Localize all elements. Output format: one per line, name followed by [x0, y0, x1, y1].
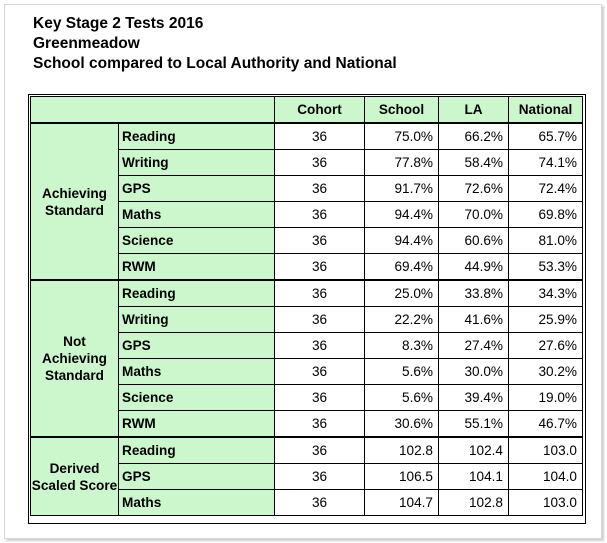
subject-label: Maths — [119, 202, 275, 228]
national-cell: 72.4% — [509, 176, 583, 202]
cohort-cell: 36 — [275, 202, 365, 228]
la-cell: 102.4 — [439, 438, 509, 464]
national-cell: 74.1% — [509, 150, 583, 176]
national-cell: 103.0 — [509, 490, 583, 516]
school-cell: 102.8 — [365, 438, 439, 464]
la-cell: 39.4% — [439, 385, 509, 411]
subject-label: Writing — [119, 150, 275, 176]
national-cell: 46.7% — [509, 411, 583, 437]
subject-label: GPS — [119, 176, 275, 202]
header-school: School — [365, 97, 439, 123]
subject-label: Science — [119, 228, 275, 254]
group-label: Not Achieving Standard — [31, 281, 119, 437]
group-label: Achieving Standard — [31, 124, 119, 280]
subject-label: Maths — [119, 490, 275, 516]
school-cell: 22.2% — [365, 307, 439, 333]
la-cell: 70.0% — [439, 202, 509, 228]
national-cell: 34.3% — [509, 281, 583, 307]
national-cell: 65.7% — [509, 124, 583, 150]
cohort-cell: 36 — [275, 385, 365, 411]
cohort-cell: 36 — [275, 333, 365, 359]
school-cell: 91.7% — [365, 176, 439, 202]
school-cell: 25.0% — [365, 281, 439, 307]
header-cohort: Cohort — [275, 97, 365, 123]
la-cell: 66.2% — [439, 124, 509, 150]
cohort-cell: 36 — [275, 176, 365, 202]
school-cell: 5.6% — [365, 359, 439, 385]
subject-label: RWM — [119, 254, 275, 280]
subject-label: Writing — [119, 307, 275, 333]
header-la: LA — [439, 97, 509, 123]
la-cell: 60.6% — [439, 228, 509, 254]
cohort-cell: 36 — [275, 438, 365, 464]
report-subtitle: School compared to Local Authority and National — [33, 55, 397, 72]
table-row — [31, 438, 583, 464]
school-cell: 94.4% — [365, 228, 439, 254]
cohort-cell: 36 — [275, 464, 365, 490]
cohort-cell: 36 — [275, 411, 365, 437]
national-cell: 27.6% — [509, 333, 583, 359]
cohort-cell: 36 — [275, 307, 365, 333]
school-cell: 77.8% — [365, 150, 439, 176]
la-cell: 55.1% — [439, 411, 509, 437]
results-table-body — [31, 97, 583, 516]
subject-label: Reading — [119, 124, 275, 150]
la-cell: 33.8% — [439, 281, 509, 307]
results-table — [30, 96, 583, 516]
cohort-cell: 36 — [275, 281, 365, 307]
report-title: Key Stage 2 Tests 2016 — [33, 15, 204, 32]
header-blank-cell — [31, 97, 275, 123]
cohort-cell: 36 — [275, 124, 365, 150]
subject-label: Reading — [119, 438, 275, 464]
la-cell: 102.8 — [439, 490, 509, 516]
national-cell: 19.0% — [509, 385, 583, 411]
table-row — [31, 281, 583, 307]
group-label: Derived Scaled Score — [31, 438, 119, 516]
subject-label: Reading — [119, 281, 275, 307]
national-cell: 103.0 — [509, 438, 583, 464]
title-block — [33, 14, 397, 74]
school-cell: 69.4% — [365, 254, 439, 280]
school-cell: 5.6% — [365, 385, 439, 411]
cohort-cell: 36 — [275, 490, 365, 516]
cohort-cell: 36 — [275, 150, 365, 176]
school-cell: 8.3% — [365, 333, 439, 359]
school-cell: 104.7 — [365, 490, 439, 516]
national-cell: 81.0% — [509, 228, 583, 254]
subject-label: GPS — [119, 333, 275, 359]
la-cell: 58.4% — [439, 150, 509, 176]
la-cell: 104.1 — [439, 464, 509, 490]
national-cell: 69.8% — [509, 202, 583, 228]
cohort-cell: 36 — [275, 228, 365, 254]
school-cell: 94.4% — [365, 202, 439, 228]
cohort-cell: 36 — [275, 359, 365, 385]
table-row — [31, 124, 583, 150]
subject-label: GPS — [119, 464, 275, 490]
national-cell: 104.0 — [509, 464, 583, 490]
la-cell: 41.6% — [439, 307, 509, 333]
school-cell: 75.0% — [365, 124, 439, 150]
school-cell: 30.6% — [365, 411, 439, 437]
national-cell: 30.2% — [509, 359, 583, 385]
national-cell: 25.9% — [509, 307, 583, 333]
national-cell: 53.3% — [509, 254, 583, 280]
la-cell: 27.4% — [439, 333, 509, 359]
school-cell: 106.5 — [365, 464, 439, 490]
school-name: Greenmeadow — [33, 35, 140, 52]
subject-label: Science — [119, 385, 275, 411]
la-cell: 44.9% — [439, 254, 509, 280]
header-row — [31, 97, 583, 123]
la-cell: 30.0% — [439, 359, 509, 385]
la-cell: 72.6% — [439, 176, 509, 202]
header-national: National — [509, 97, 583, 123]
subject-label: RWM — [119, 411, 275, 437]
cohort-cell: 36 — [275, 254, 365, 280]
subject-label: Maths — [119, 359, 275, 385]
